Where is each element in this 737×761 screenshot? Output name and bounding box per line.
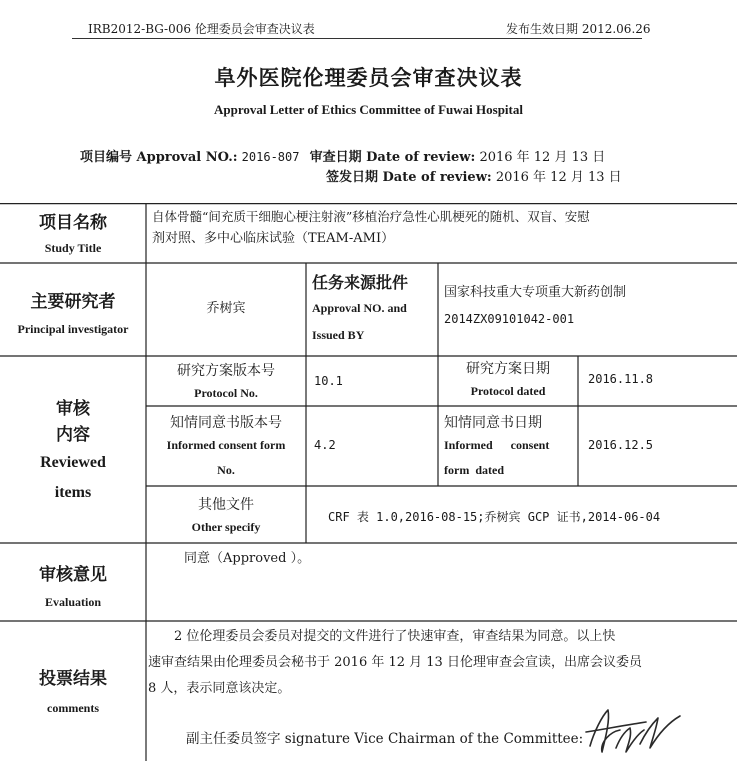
header-divider [72, 38, 642, 39]
page-title: 阜外医院伦理委员会审查决议表 [214, 65, 523, 90]
comments-line-1: 2 位伦理委员会委员对提交的文件进行了快速审查，审查结果为同意。以上快 [174, 629, 616, 644]
effective-date: 发布生效日期 2012.06.26 [506, 22, 651, 36]
study-title-label-en: Study Title [44, 241, 102, 255]
protocol-no-label-cn: 研究方案版本号 [177, 363, 275, 379]
icf-date-label-en-1: Informed consent [444, 438, 550, 452]
study-title-line-1: 自体骨髓“间充质干细胞心梗注射液”移植治疗急性心肌梗死的随机、双盲、安慰 [152, 209, 590, 224]
reviewed-label [0, 396, 146, 508]
approval-label: 项目编号 Approval NO.: [80, 150, 238, 165]
study-title-line-2: 剂对照、多中心临床试验（TEAM-AMI） [152, 231, 395, 246]
other-label [146, 494, 306, 535]
comments-label-en: comments [47, 701, 99, 715]
pi-name: 乔树宾 [206, 301, 246, 316]
protocol-no-label [146, 360, 306, 401]
source-label-cn: 任务来源批件 [312, 273, 409, 292]
protocol-date-label-en: Protocol dated [470, 384, 546, 398]
source-value-line-1: 国家科技重大专项重大新药创制 [444, 285, 627, 300]
icf-no-label [146, 412, 306, 478]
pi-label-cn: 主要研究者 [30, 292, 116, 312]
issue-date: 2016 年 12 月 13 日 [495, 170, 622, 185]
reviewed-label-cn-2: 内容 [56, 425, 90, 445]
comments-line-3: 8 人，表示同意该决定。 [148, 681, 291, 696]
study-title-value [152, 206, 734, 250]
study-title-label-cn: 项目名称 [39, 213, 107, 233]
source-value-line-2: 2014ZX09101042-001 [444, 312, 575, 326]
issue-date-label: 签发日期 Date of review: [326, 170, 492, 185]
icf-date-value: 2016.12.5 [588, 438, 654, 452]
icf-no-label-en-1: Informed consent form [166, 438, 286, 452]
protocol-no-value: 10.1 [314, 374, 343, 388]
pi-label [0, 287, 146, 337]
source-label-en-2: Issued BY [312, 328, 365, 342]
evaluation-label-cn: 审核意见 [39, 565, 107, 585]
protocol-date-value: 2016.11.8 [588, 372, 654, 386]
icf-no-value: 4.2 [314, 438, 336, 452]
reviewed-label-en-2: items [54, 484, 92, 501]
issue-line [326, 166, 622, 185]
icf-no-label-en-2: No. [217, 463, 235, 477]
document-code: IRB2012-BG-006 伦理委员会审查决议表 [88, 22, 315, 36]
evaluation-label-en: Evaluation [44, 595, 101, 609]
handwritten-signature [580, 702, 690, 760]
comments-label [0, 664, 146, 716]
evaluation-value: 同意（Approved ）。 [184, 551, 311, 566]
protocol-no-label-en: Protocol No. [194, 386, 258, 400]
icf-date-label [444, 412, 576, 478]
evaluation-label [0, 560, 146, 610]
approval-line [80, 146, 605, 165]
comments-label-cn: 投票结果 [39, 669, 107, 689]
page-subtitle: Approval Letter of Ethics Committee of Fuwai Hospital [214, 102, 523, 117]
signature-label: 副主任委员签字 signature Vice Chairman of the Committee: [186, 731, 584, 747]
source-label [312, 270, 438, 343]
protocol-date-label-cn: 研究方案日期 [466, 361, 550, 377]
protocol-date-label [438, 358, 578, 399]
reviewed-label-en-1: Reviewed [40, 454, 106, 471]
other-value: CRF 表 1.0,2016-08-15;乔树宾 GCP 证书,2014-06-04 [328, 510, 661, 524]
review-date-label: 审查日期 Date of review: [309, 150, 476, 165]
other-label-en: Other specify [191, 520, 261, 534]
approval-number: 2016-807 [241, 150, 300, 164]
review-date: 2016 年 12 月 13 日 [479, 150, 606, 165]
icf-no-label-cn: 知情同意书版本号 [170, 415, 282, 431]
icf-date-label-en-2: form dated [444, 463, 504, 477]
reviewed-label-cn-1: 审核 [56, 399, 90, 419]
comments-line-2: 速审查结果由伦理委员会秘书于 2016 年 12 月 13 日伦理审查会宣读，出席会议委员 [148, 655, 642, 670]
comments-text [148, 624, 736, 702]
icf-date-label-cn: 知情同意书日期 [444, 415, 542, 431]
pi-label-en: Principal investigator [17, 322, 129, 336]
study-title-label [0, 208, 146, 256]
source-label-en-1: Approval NO. and [312, 301, 407, 315]
source-value [444, 282, 734, 330]
other-label-cn: 其他文件 [198, 497, 254, 513]
